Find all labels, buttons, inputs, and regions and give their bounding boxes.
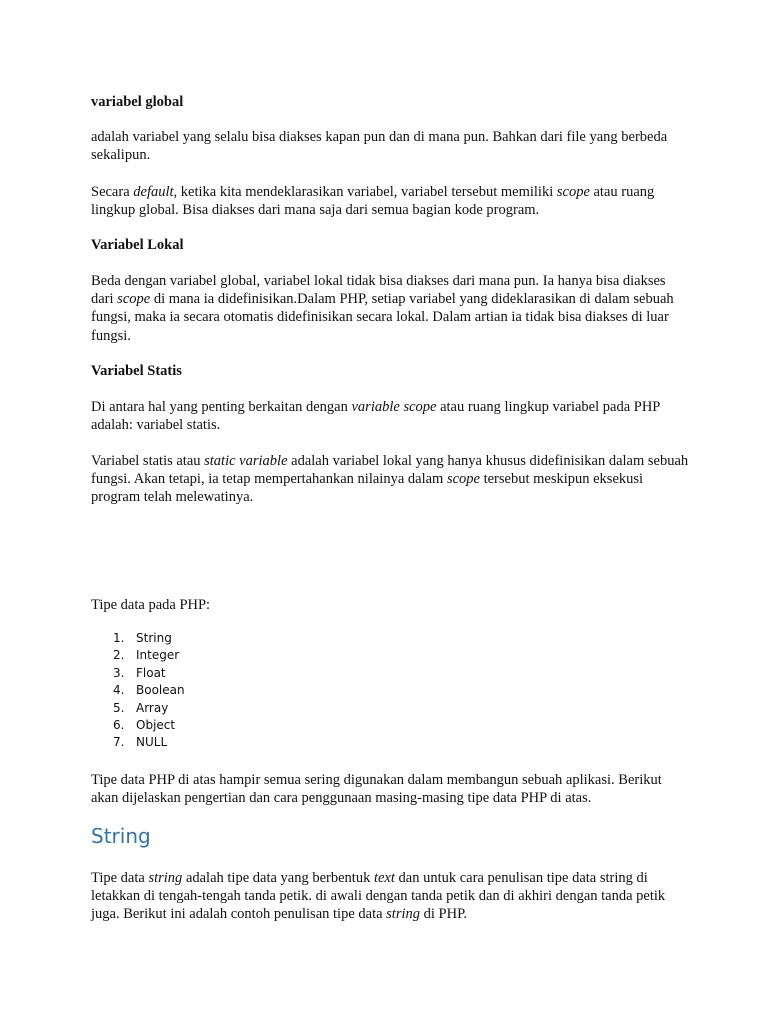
paragraph-global-definition: adalah variabel yang selalu bisa diakses kapan pun dan di mana pun. Bahkan dari file yang berbeda sekalipun. (91, 129, 668, 164)
list-item: 4. Boolean (113, 683, 185, 698)
list-item: 6. Object (113, 718, 176, 733)
list-item: 5. Array (113, 700, 169, 715)
list-item: 7. NULL (113, 735, 168, 750)
paragraph-lokal: Beda dengan variabel global, variabel lokal tidak bisa diakses dari mana pun. Ia hanya bisa diakses dari scope di mana ia didefinisikan.Dalam PHP, setiap variabel yang dideklarasikan di dalam sebuah fungsi, maka ia secara otomatis didefinisikan secara lokal. Dalam artian ia tidak bisa diakses di luar fungsi. (91, 273, 674, 344)
paragraph-statis-intro: Di antara hal yang penting berkaitan dengan variable scope atau ruang lingkup variabel pada PHP adalah: variabel statis. (91, 399, 660, 434)
heading-variabel-global: variabel global (91, 94, 184, 110)
paragraph-tipe-data-summary: Tipe data PHP di atas hampir semua sering digunakan dalam membangun sebuah aplikasi. Berikut akan dijelaskan pengertian dan cara penggunaan masing-masing tipe data PHP di atas. (91, 772, 662, 807)
paragraph-global-default: Secara default, ketika kita mendeklarasikan variabel, variabel tersebut memiliki scope atau ruang lingkup global. Bisa diakses dari mana saja dari semua bagian kode program. (91, 184, 655, 219)
heading-variabel-lokal: Variabel Lokal (91, 237, 184, 253)
heading-string: String (91, 824, 151, 848)
paragraph-statis-definition: Variabel statis atau static variable adalah variabel lokal yang hanya khusus didefinisikan dalam sebuah fungsi. Akan tetapi, ia tetap mempertahankan nilainya dalam scope tersebut meskipun eksekusi program telah melewatinya. (91, 453, 689, 506)
tipe-data-list (91, 630, 391, 752)
list-item: 2. Integer (113, 648, 180, 663)
list-item: 1. String (113, 631, 172, 645)
heading-variabel-statis: Variabel Statis (91, 363, 182, 379)
paragraph-string: Tipe data string adalah tipe data yang berbentuk text dan untuk cara penulisan tipe data string di letakkan di tengah-tengah tanda petik. di awali dengan tanda petik dan di akhiri dengan tanda petik juga. Berikut ini adalah contoh penulisan tipe data string di PHP. (91, 870, 666, 923)
paragraph-tipe-data-intro: Tipe data pada PHP: (91, 597, 211, 613)
list-item: 3. Float (113, 665, 166, 680)
